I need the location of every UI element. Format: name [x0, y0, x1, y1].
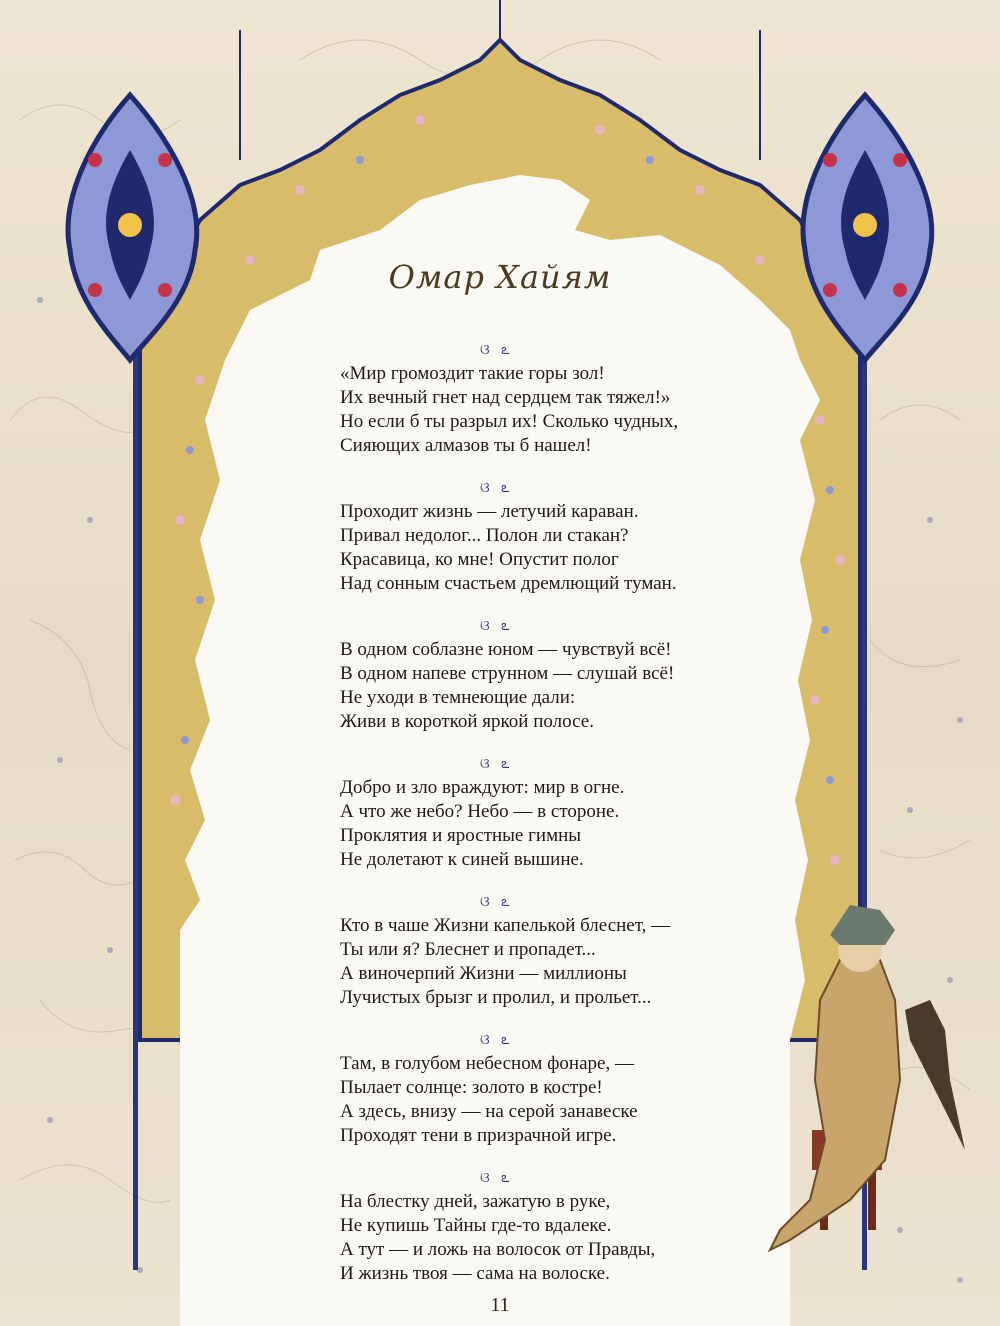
- stanza-ornament-icon: ଓ ఽ: [480, 757, 514, 772]
- poem-line: Над сонным счастьем дремлющий туман.: [340, 573, 677, 594]
- stanza-4: [340, 754, 624, 872]
- poem-line: В одном соблазне юном — чувствуй всё!: [340, 639, 672, 660]
- poem-line: Не уходи в темнеющие дали:: [340, 687, 576, 708]
- poem-line: Сияющих алмазов ты б нашел!: [340, 435, 592, 456]
- poem-line: Ты или я? Блеснет и пропадет...: [340, 939, 596, 960]
- poem-line: А виночерпий Жизни — миллионы: [340, 963, 627, 984]
- stanza-1: [340, 340, 678, 458]
- stanza-7: [340, 1168, 655, 1286]
- stanza-ornament-icon: ଓ ఽ: [480, 1033, 514, 1048]
- stanza-3: [340, 616, 674, 734]
- poem-line: Не купишь Тайны где-то вдалеке.: [340, 1215, 612, 1236]
- stanza-ornament-icon: ଓ ఽ: [480, 895, 514, 910]
- poem-line: Не долетают к синей вышине.: [340, 849, 584, 870]
- poem-line: Проходят тени в призрачной игре.: [340, 1125, 617, 1146]
- poem-line: Привал недолог... Полон ли стакан?: [340, 525, 629, 546]
- poem-line: Добро и зло враждуют: мир в огне.: [340, 777, 625, 798]
- poem-line: В одном напеве струнном — слушай всё!: [340, 663, 675, 684]
- poem-line: На блестку дней, зажатую в руке,: [340, 1191, 611, 1212]
- stanza-5: [340, 892, 670, 1010]
- poem-line: И жизнь твоя — сама на волоске.: [340, 1263, 610, 1284]
- poem-line: Там, в голубом небесном фонаре, —: [340, 1053, 634, 1074]
- stanza-ornament-icon: ଓ ఽ: [480, 481, 514, 496]
- page-number: 11: [490, 1294, 510, 1316]
- poem-line: А что же небо? Небо — в стороне.: [340, 801, 620, 822]
- stanza-ornament-icon: ଓ ఽ: [480, 619, 514, 634]
- poem-line: Их вечный гнет над сердцем так тяжел!»: [340, 387, 671, 408]
- poem-line: А здесь, внизу — на серой занавеске: [340, 1101, 638, 1122]
- poem-line: «Мир громоздит такие горы зол!: [340, 363, 605, 384]
- poem-line: Красавица, ко мне! Опустит полог: [340, 549, 619, 570]
- stanza-ornament-icon: ଓ ఽ: [480, 1171, 514, 1186]
- stanza-ornament-icon: ଓ ఽ: [480, 343, 514, 358]
- poem-line: Кто в чаше Жизни капелькой блеснет, —: [340, 915, 671, 936]
- poem-line: А тут — и ложь на волосок от Правды,: [340, 1239, 656, 1260]
- stanza-6: [340, 1030, 638, 1148]
- poem-line: Пылает солнце: золото в костре!: [340, 1077, 603, 1098]
- poem-line: Но если б ты разрыл их! Сколько чудных,: [340, 411, 679, 432]
- author-title: Омар Хайям: [388, 258, 612, 296]
- stanza-2: [340, 478, 677, 596]
- poem-line: Лучистых брызг и пролил, и прольет...: [340, 987, 652, 1008]
- poem-line: Проходит жизнь — летучий караван.: [340, 501, 639, 522]
- poem-line: Проклятия и яростные гимны: [340, 825, 582, 846]
- poem-line: Живи в короткой яркой полосе.: [340, 711, 594, 732]
